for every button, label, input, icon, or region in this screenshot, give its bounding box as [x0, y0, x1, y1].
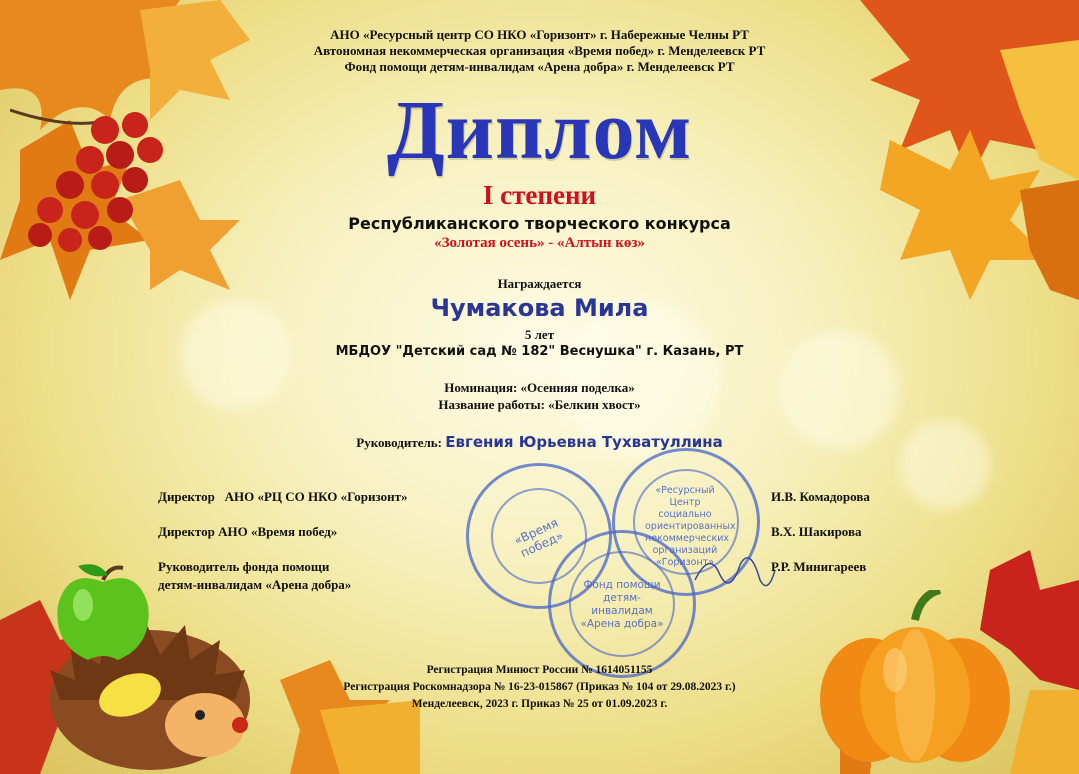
stamp-arena-dobra: [548, 530, 696, 678]
stamp-arena-dobra-text: Фонд помощи детям-инвалидам «Арена добра»: [580, 579, 664, 630]
footer-line-1: Регистрация Минюст России № 1614051155: [426, 664, 653, 676]
header-org-line-3: Фонд помощи детям-инвалидам «Арена добра» г. Менделеевск РТ: [344, 59, 735, 74]
diploma-title: Диплом: [386, 84, 693, 177]
awarded-label: Награждается: [497, 276, 582, 291]
signature-position-3b: детям-инвалидам «Арена добра»: [158, 577, 352, 592]
footer-line-3: Менделеевск, 2023 г. Приказ № 25 от 01.09.2023 г.: [411, 698, 668, 710]
awardee-name: Чумакова Мила: [430, 294, 649, 322]
supervisor-label: Руководитель:: [356, 435, 443, 450]
work-title: Название работы: «Белкин хвост»: [438, 397, 641, 412]
contest-label: Республиканского творческого конкурса: [348, 214, 731, 233]
supervisor-line: [0, 433, 1079, 451]
awardee-age: 5 лет: [524, 327, 555, 342]
contest-name: «Золотая осень» - «Алтын көз»: [434, 235, 645, 251]
stamp-vremya-pobed-text: «Время побед»: [511, 515, 566, 561]
signature-scribble: [690, 540, 780, 600]
header-org-line-1: АНО «Ресурсный центр СО НКО «Горизонт» г. Набережные Челны РТ: [330, 27, 749, 42]
signature-position-1: Директор АНО «РЦ СО НКО «Горизонт»: [158, 489, 408, 504]
nomination: Номинация: «Осенняя поделка»: [444, 380, 635, 395]
pumpkin-icon: [815, 590, 1015, 770]
signature-position-3: Руководитель фонда помощи: [158, 559, 330, 574]
institution: МБДОУ "Детский сад № 182" Веснушка" г. Казань, РТ: [335, 344, 744, 359]
supervisor-name: Евгения Юрьевна Тухватуллина: [445, 433, 723, 451]
stamp-gorizont-text: «Ресурсный Центр социально ориентированных некоммерческих организаций «Горизонт»: [645, 485, 736, 568]
signature-name-1: И.В. Комадорова: [771, 489, 870, 504]
signature-position-2: Директор АНО «Время побед»: [158, 524, 338, 539]
diploma-degree: I степени: [482, 180, 597, 210]
signature-name-3: Р.Р. Минигареев: [771, 559, 867, 574]
signature-name-2: В.Х. Шакирова: [771, 524, 862, 539]
apple-icon: [48, 560, 158, 670]
footer-line-2: Регистрация Роскомнадзора № 16-23-015867 (Приказ № 104 от 29.08.2023 г.): [343, 681, 736, 693]
header-org-line-2: Автономная некоммерческая организация «Время побед» г. Менделеевск РТ: [313, 43, 766, 58]
